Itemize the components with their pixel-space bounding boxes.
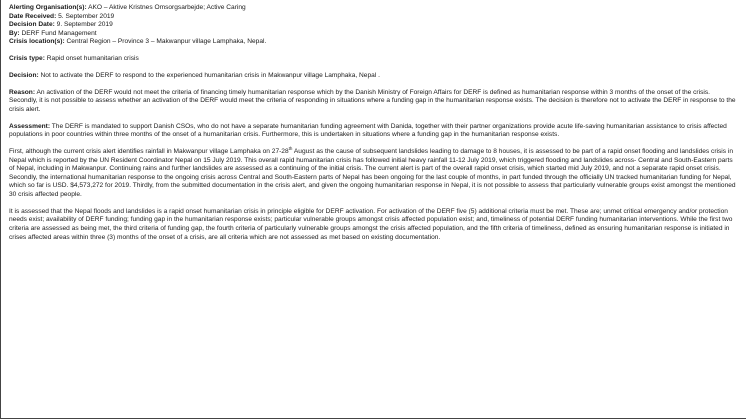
assessed-paragraph: It is assessed that the Nepal floods and landslides is a rapid onset humanitarian crisis in principle eligible for DERF activation. For activation of the DERF five (5) additional criteria must be met. These are; unmet critical emergency and/or protection needs exist; availability of DERF funding; funding gap in the humanitarian response exists; particular vulnerable groups amongst crisis affected population exist; and, timeliness of potential DERF funding humanitarian interventions. While the first two criteria are assessed as being met, the third criteria of funding gap, the fourth criteria of particularly vulnerable groups amongst the crisis affected population, and the fifth criteria of timeliness, defined as ensuring humanitarian response is initiated in crises affected areas within three (3) months of the onset of a crisis, are all criteria which are not assessed as met based on existing documentation.: [9, 207, 733, 241]
assessment-paragraph: [9, 123, 738, 140]
date-received-line: [9, 13, 738, 22]
first-analysis-text-1: First, although the current crisis alert identifies rainfall in Makwanpur village Lamphaka on 27-28: [9, 148, 289, 156]
by-value: DERF Fund Management: [21, 29, 97, 37]
crisis-type-paragraph: [9, 55, 738, 64]
decision-label: Decision:: [9, 71, 39, 79]
date-superscript: th: [288, 146, 293, 152]
date-received-label: Date Received:: [9, 12, 57, 20]
reason-paragraph: [9, 89, 738, 115]
decision-date-line: [9, 21, 738, 30]
crisis-type-label: Crisis type:: [9, 55, 45, 63]
crisis-type-value: Rapid onset humanitarian crisis: [46, 55, 139, 63]
assessment-label: Assessment:: [9, 122, 51, 130]
decision-paragraph: [9, 72, 738, 81]
alerting-organisation-label: Alerting Organisation(s):: [9, 4, 87, 11]
decision-date-label: Decision Date:: [9, 21, 55, 29]
date-received-value: 5. September 2019: [58, 12, 115, 20]
crisis-location-label: Crisis location(s):: [9, 38, 65, 46]
decision-value: Not to activate the DERF to respond to the experienced humanitarian crisis in Makwanpur village Lamphaka, Nepal .: [40, 71, 380, 79]
crisis-location-line: [9, 38, 738, 47]
reason-label: Reason:: [9, 88, 36, 96]
reason-value: An activation of the DERF would not meet the criteria of financing timely humanitarian response which by the Danish Ministry of Foreign Affairs for DERF is defined as humanitarian response within 3 months of the onset of the crisis. Secondly, it is not possible to assess whether an activation of the DERF would meet the criteria of responding in situations where a funding gap in the humanitarian response exists. The decision is therefore not to activate the DERF in response to the crisis alert.: [9, 88, 736, 113]
decision-date-value: 9. September 2019: [56, 21, 113, 29]
first-analysis-text-2: August as the cause of subsequent landslides leading to damage to 8 houses, it is assessed to be part of a rapid onset flooding and landslides crisis in Nepal which is reported by the UN Resident Coordinator Nepal on 15 July 2019. This overall rapid humanitarian crisis has followed initial heavy rainfall 11-12 July 2019, which triggered flooding and landslides across- Central and South-Eastern parts of Nepal, including in Makwanpur. Continuing rains and further landslides are assessed as a continuing of the initial crisis. The current alert is part of the overall rapid onset crisis, which started mid July 2019, and not a separate rapid onset crisis. Secondly, the international humanitarian response to the ongoing crisis across Central and South-Eastern parts of Nepal has been ongoing for the last couple of months, in part funded through the officially UN tracked humanitarian funding for Nepal, which so far is USD. $4,573,272 for 2019. Thirdly, from the submitted documentation in the crisis alert, and given the ongoing humanitarian response in Nepal, it is not possible to assess that particularly vulnerable groups exist amongst the mentioned 30 crisis affected people.: [9, 148, 736, 199]
alerting-organisation-value: AKO – Aktive Kristnes Omsorgsarbejde; Active Caring: [88, 4, 246, 11]
alerting-organisation-line: [9, 4, 738, 13]
assessment-value: The DERF is mandated to support Danish CSOs, who do not have a separate humanitarian funding agreement with Danida, together with their partner organizations provide acute life-saving humanitarian assistance to crisis affected populations in poor countries within three months of the onset of a humanitarian crisis. Furthermore, this is undertaken in situations where a funding gap in the humanitarian response exists.: [9, 122, 727, 139]
first-analysis-paragraph: [9, 148, 738, 200]
crisis-location-value: Central Region – Province 3 – Makwanpur village Lamphaka, Nepal.: [66, 38, 267, 46]
by-label: By:: [9, 29, 20, 37]
by-line: [9, 30, 738, 39]
